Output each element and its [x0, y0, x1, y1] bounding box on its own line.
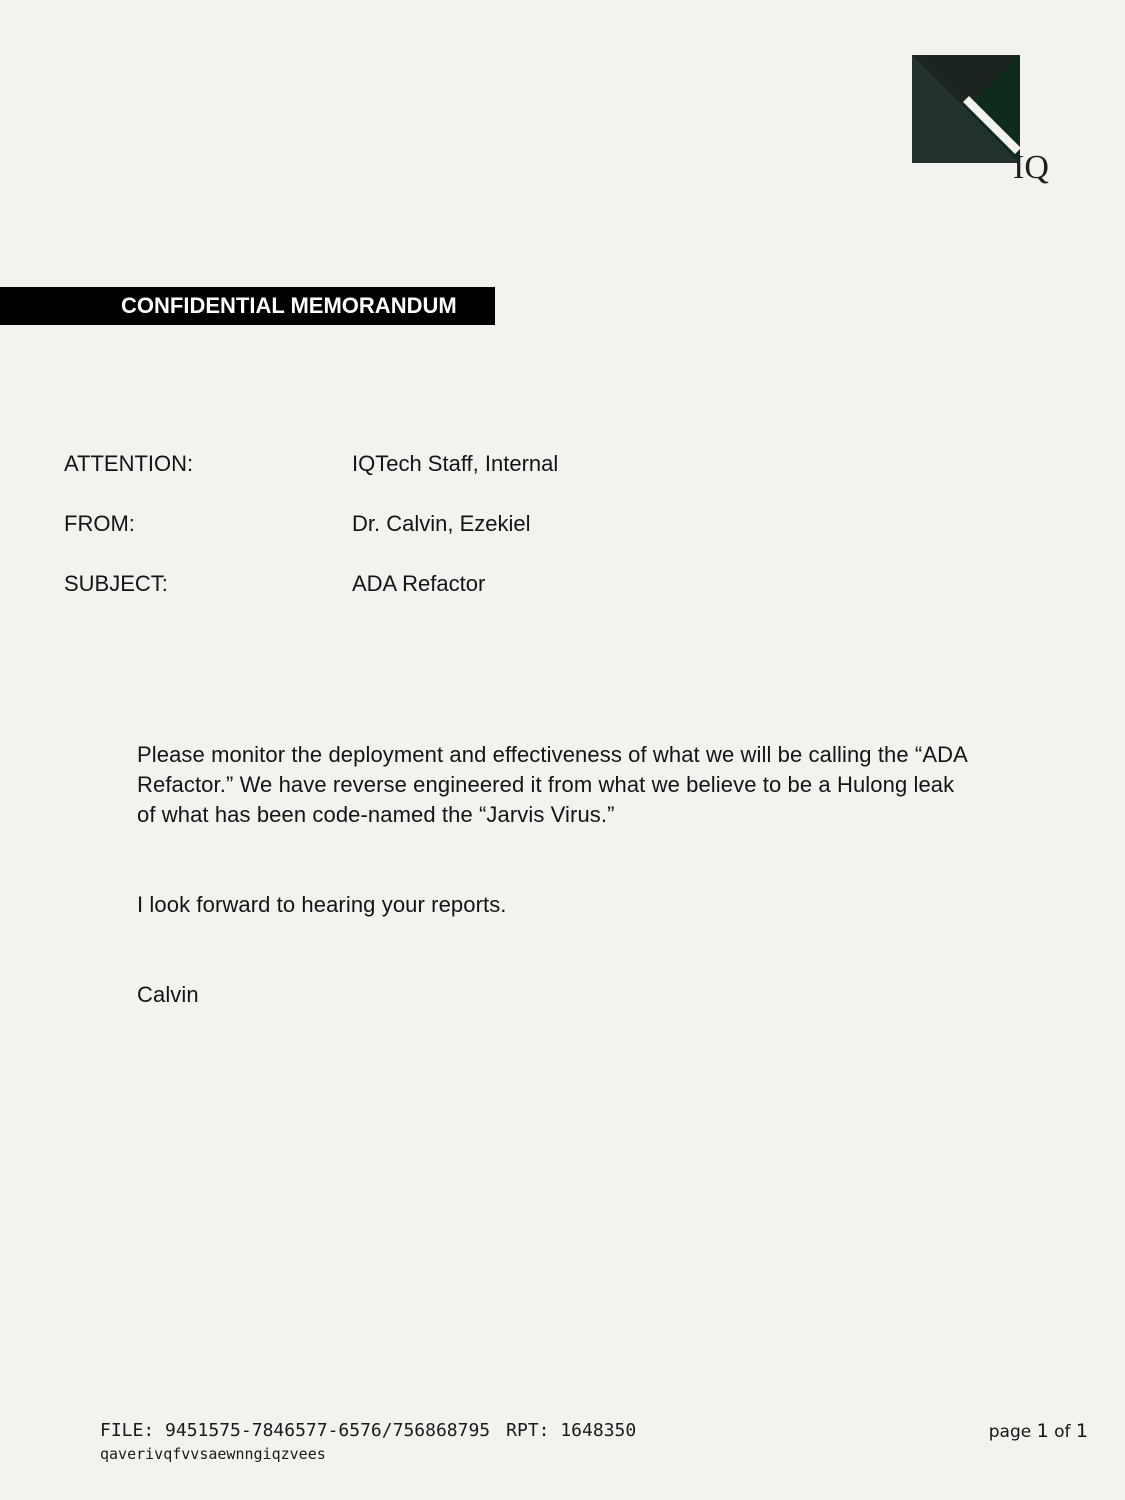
- page-word: page: [988, 1422, 1032, 1442]
- body-paragraph-1: Please monitor the deployment and effectiveness of what we will be calling the “ADA Refactor.” We have reverse engineered it from what we believe to be a Hulong leak of what has been code-named the “Jarvis Virus.”: [137, 742, 967, 827]
- page-number: [989, 1419, 1088, 1444]
- iq-logo: [912, 55, 1052, 190]
- file-label: FILE:: [100, 1420, 155, 1441]
- footer-file-info: [100, 1419, 636, 1465]
- banner-title: CONFIDENTIAL MEMORANDUM: [121, 293, 457, 318]
- subject-label: SUBJECT:: [64, 571, 168, 596]
- attention-label: ATTENTION:: [64, 451, 194, 476]
- from-label: FROM:: [64, 511, 135, 536]
- footer-file-line: [100, 1419, 636, 1443]
- subject-row: [64, 569, 964, 599]
- attention-row: [64, 449, 964, 479]
- from-value: Dr. Calvin, Ezekiel: [352, 511, 531, 536]
- body-paragraph-2: I look forward to hearing your reports.: [137, 892, 507, 917]
- attention-value: IQTech Staff, Internal: [352, 451, 559, 476]
- page-total: 1: [1075, 1420, 1088, 1442]
- rpt-value: 1648350: [560, 1420, 637, 1441]
- subject-value: ADA Refactor: [352, 571, 486, 596]
- footer-code: qaverivqfvvsaewnngiqzvees: [100, 1445, 326, 1463]
- from-row: [64, 509, 964, 539]
- logo-text: IQ: [1013, 149, 1049, 186]
- page-current: 1: [1036, 1420, 1049, 1442]
- confidential-banner: [0, 287, 495, 325]
- signature: Calvin: [137, 982, 199, 1007]
- page-of: of: [1054, 1422, 1071, 1442]
- file-value: 9451575-7846577-6576/756868795: [165, 1420, 491, 1441]
- rpt-label: RPT:: [506, 1420, 550, 1441]
